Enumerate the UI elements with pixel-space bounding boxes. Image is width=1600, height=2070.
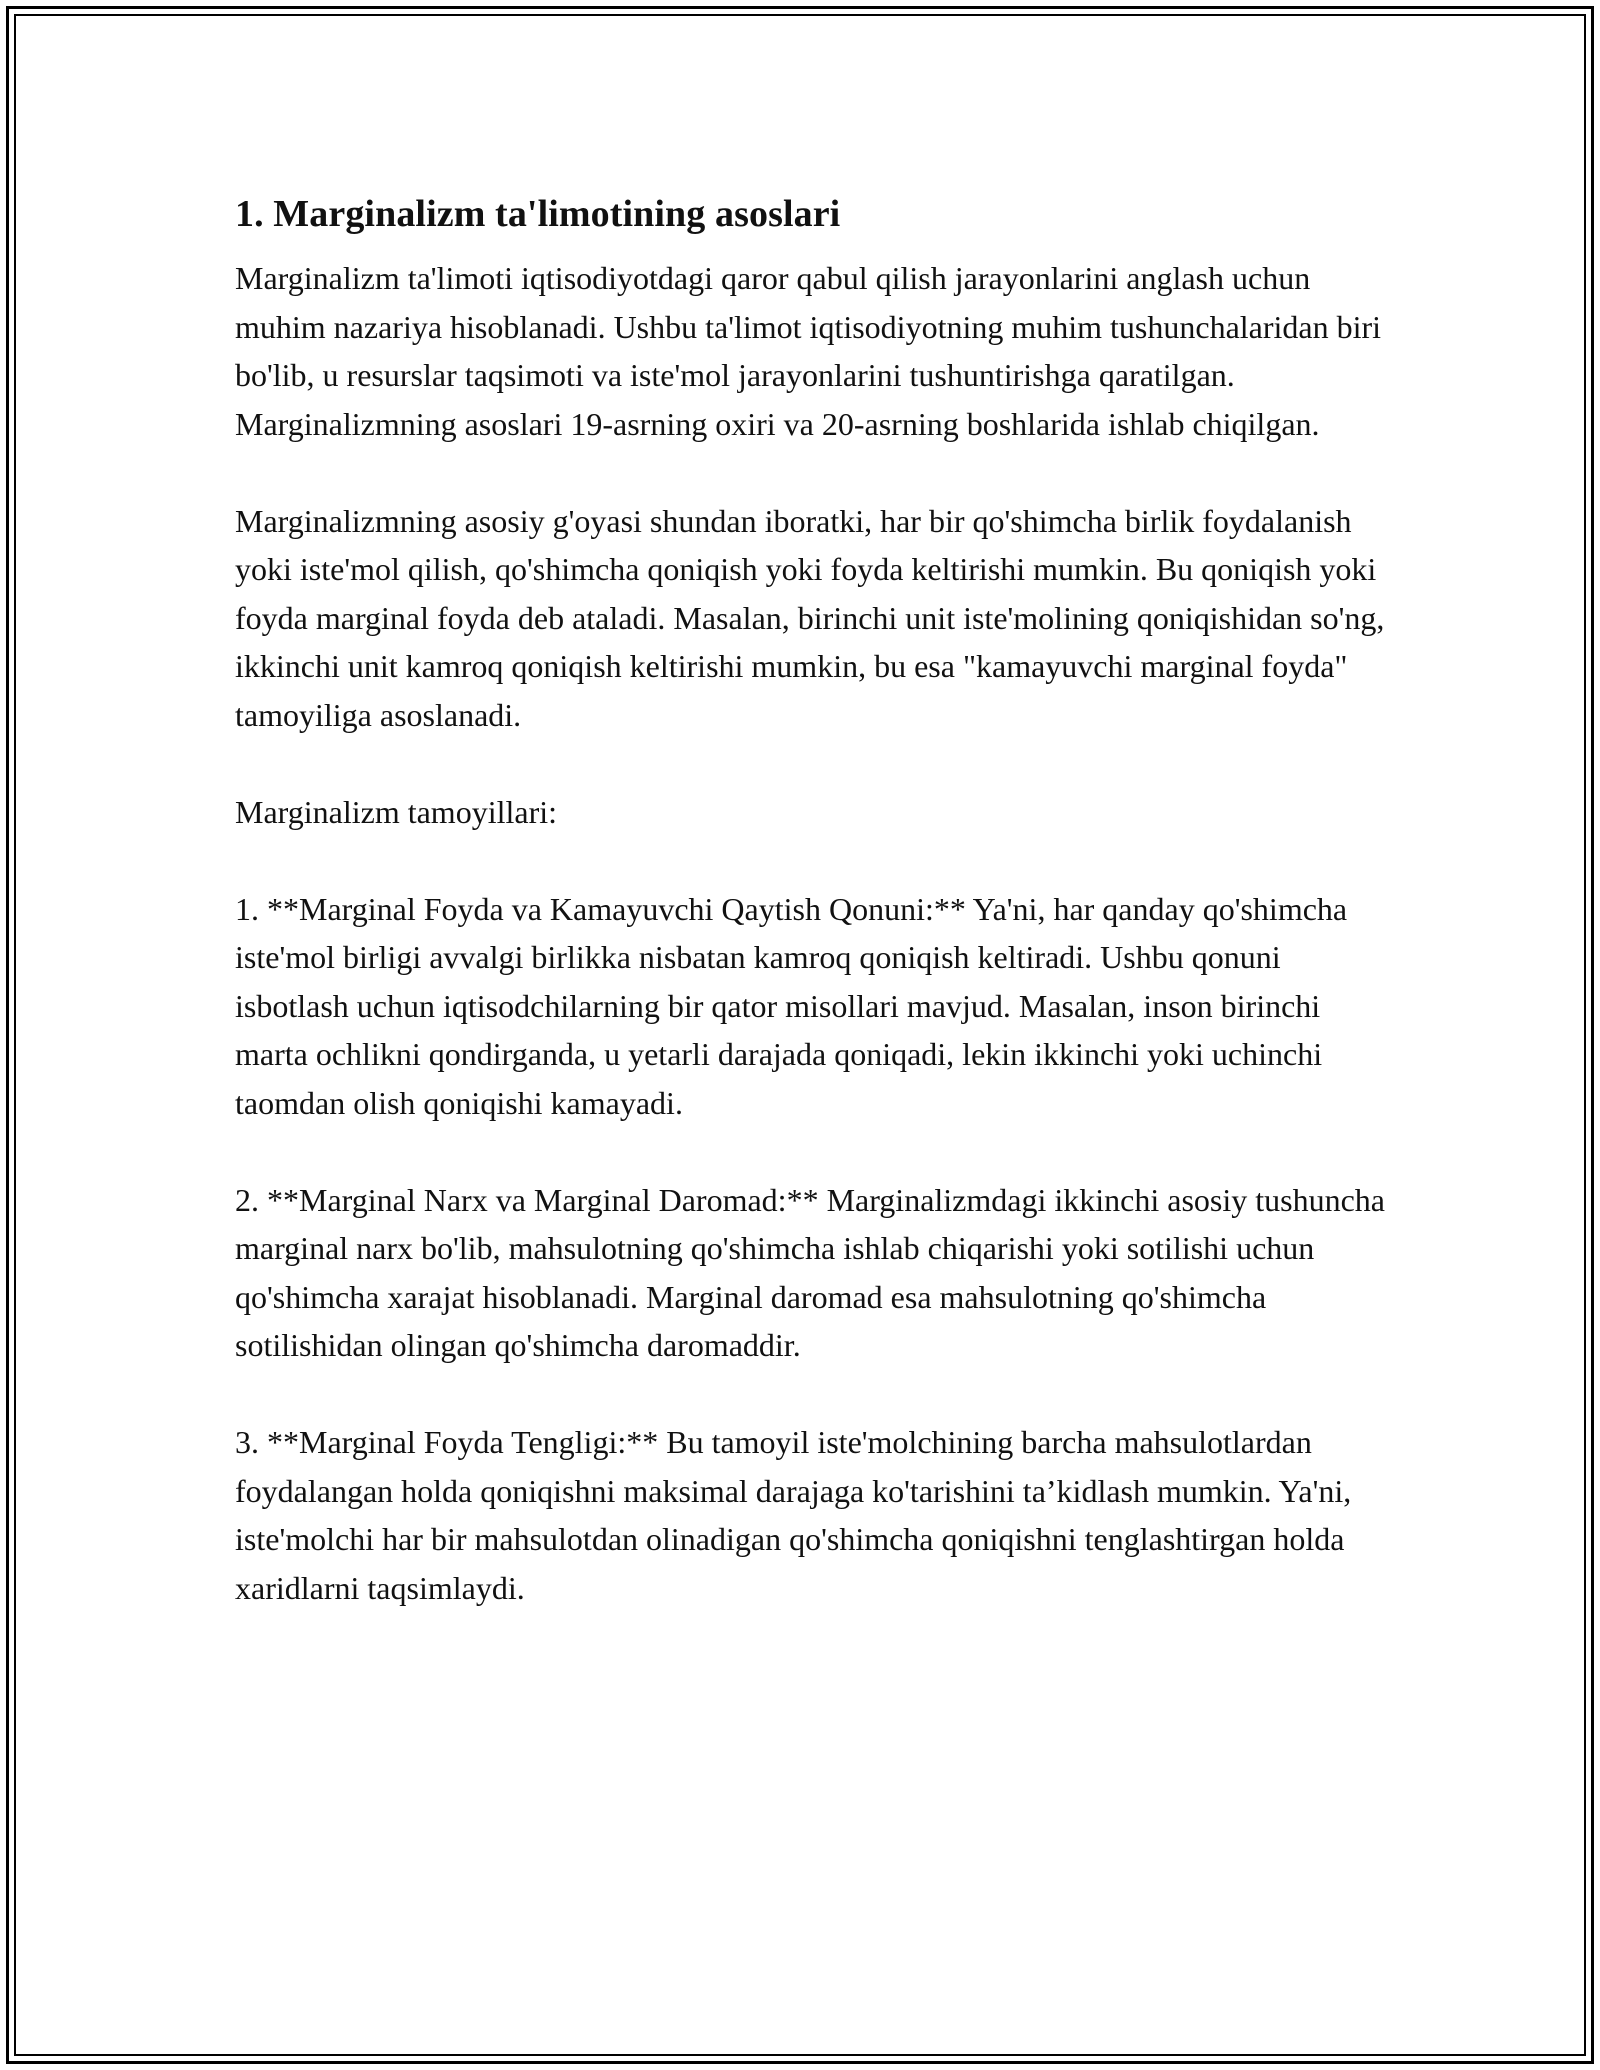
- section-heading: 1. Marginalizm ta'limotining asoslari: [235, 193, 841, 235]
- paragraph-principle-3: 3. **Marginal Foyda Tengligi:** Bu tamoyil iste'molchining barcha mahsulotlardan foydalangan holda qoniqishni maksimal darajaga ko'tarishini ta’kidlash mumkin. Ya'ni, iste'molchi har bir mahsulotdan olinadigan qo'shimcha qoniqishni tenglashtirgan holda xaridlarni taqsimlaydi.: [235, 1424, 1352, 1606]
- paragraph-main-idea: Marginalizmning asosiy g'oyasi shundan iboratki, har bir qo'shimcha birlik foydalanish yoki iste'mol qilish, qo'shimcha qoniqish yoki foyda keltirishi mumkin. Bu qoniqish yoki foyda marginal foyda deb ataladi. Masalan, birinchi unit iste'molining qoniqishidan so'ng, ikkinchi unit kamroq qoniqish keltirishi mumkin, bu esa "kamayuvchi marginal foyda" tamoyiliga asoslanadi.: [235, 502, 1385, 733]
- paragraph-intro: Marginalizm ta'limoti iqtisodiyotdagi qaror qabul qilish jarayonlarini anglash uchun muhim nazariya hisoblanadi. Ushbu ta'limot iqtisodiyotning muhim tushunchalaridan biri bo'lib, u resurslar taqsimoti va iste'mol jarayonlarini tushuntirishga qaratilgan. Marginalizmning asoslari 19-asrning oxiri va 20-asrning boshlarida ishlab chiqilgan.: [235, 260, 1382, 442]
- document-body: [235, 182, 1385, 1661]
- paragraph-principle-2: 2. **Marginal Narx va Marginal Daromad:** Marginalizmdagi ikkinchi asosiy tushuncha marginal narx bo'lib, mahsulotning qo'shimcha ishlab chiqarishi yoki sotilishi uchun qo'shimcha xarajat hisoblanadi. Marginal daromad esa mahsulotning qo'shimcha sotilishidan olingan qo'shimcha daromaddir.: [235, 1181, 1385, 1363]
- paragraph-principles-label: Marginalizm tamoyillari:: [235, 793, 557, 830]
- paragraph-principle-1: 1. **Marginal Foyda va Kamayuvchi Qaytish Qonuni:** Ya'ni, har qanday qo'shimcha iste'mol birligi avvalgi birlikka nisbatan kamroq qoniqish keltiradi. Ushbu qonuni isbotlash uchun iqtisodchilarning bir qator misollari mavjud. Masalan, inson birinchi marta ochlikni qondirganda, u yetarli darajada qoniqadi, lekin ikkinchi yoki uchinchi taomdan olish qoniqishi kamayadi.: [235, 890, 1348, 1121]
